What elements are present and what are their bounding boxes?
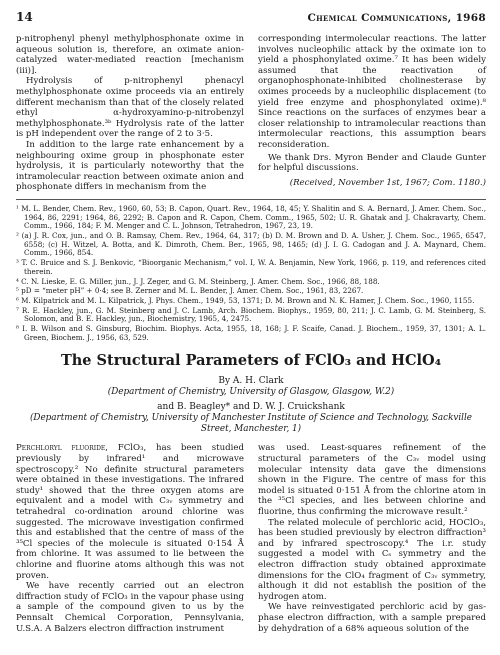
affiliation-2: (Department of Chemistry, University of Manchester Institute of Science and Technology, Sackville Street, Manchester, 1): [29, 413, 473, 435]
reference-item: ² (a) J. R. Cox, jun., and O. B. Ramsay, Chem. Rev., 1964, 64, 317; (b) D. M. Brown and D. A. Usher, J. Chem. Soc., 1965, 6547, 6558; (c) H. Witzel, A. Botta, and K. Dimroth, Chem. Ber., 1965, 98, 1465; (d) J. I. G. Cadogan and J. A. Maynard, Chem. Comm., 1966, 854.: [16, 231, 486, 258]
body-paragraph: The related molecule of perchloric acid, HOClO₃, has been studied previously by electron diffraction³ and by infrared spectroscopy.⁴ The i.r. study suggested a model with Cₛ symmetry and the electron diffraction study obtained approximate dimensions for the ClO₄ fragment of C₃ᵥ symmetry, although it did not establish the position of the hydrogen atom.: [258, 517, 486, 602]
reference-item: ⁴ C. N. Lieske, E. G. Miller, jun., J. J. Zeger, and G. M. Steinberg, J. Amer. Chem. Soc., 1966, 88, 188.: [16, 276, 380, 286]
reference-list: [16, 205, 486, 343]
body-paragraph: In addition to the large rate enhancement by a neighbouring oxime group in phosphonate ester hydrolysis, it is particularly noteworthy that the intramolecular reaction between oximate anion and phosphonate differs in mechanism from the: [16, 139, 244, 193]
reference-item: ⁵ pD = “meter pH” + 0·4; see B. Zerner and M. L. Bender, J. Amer. Chem. Soc., 1961, 83, 2267.: [16, 286, 364, 296]
article-title: The Structural Parameters of FClO₃ and HClO₄: [60, 352, 442, 370]
affiliation-1: (Department of Chemistry, University of Glasgow, Glasgow, W.2): [107, 387, 395, 398]
bottom-left-column: [16, 443, 244, 634]
lead-in: Perchloryl fluoride,: [16, 443, 109, 454]
top-right-column: [258, 34, 486, 193]
reference-item: ⁷ R. E. Hackley, jun., G. M. Steinberg and J. C. Lamb, Arch. Biochem. Biophys., 1959, 80, 211; J. C. Lamb, G. M. Steinberg, S. Solomon, and B. E. Hackley, jun., Biochemistry, 1965, 4, 2475.: [16, 305, 486, 324]
reference-item: ⁸ I. B. Wilson and S. Ginsburg, Biochim. Biophys. Acta, 1955, 18, 168; J. F. Scaife, Canad. J. Biochem., 1959, 37, 1301; A. L. Green, Biochem. J., 1956, 63, 529.: [16, 324, 486, 342]
paragraph-text: FClO₃, has been studied previously by infrared¹ and microwave spectroscopy.² No definite structural parameters were obtained in these investigations. The infrared study¹ showed that the three oxygen atoms are equivalent and a model with C₃ᵥ symmetry and tetrahedral co-ordination around chlorine was suggested. The microwave investigation confirmed this and established that the centre of mass of the ³⁵Cl species of the molecule is situated 0·154 Å from chlorine. It was assumed to lie between the chlorine and fluorine atoms although this was not proven.: [16, 443, 244, 581]
body-paragraph: was used. Least-squares refinement of the structural parameters of the C₃ᵥ model using molecular intensity data gave the dimensions shown in the Figure. The centre of mass for this model is situated 0·151 Å from the chlorine atom in the ³⁵Cl species, and lies between chlorine and fluorine, thus confirming the microwave result.²: [258, 443, 486, 518]
bottom-right-column: [258, 443, 486, 634]
author-line-2: and B. Beagley* and D. W. J. Cruickshank: [157, 402, 345, 413]
reference-item: ¹ M. L. Bender, Chem. Rev., 1960, 60, 53; B. Capon, Quart. Rev., 1964, 18, 45; Y. Shalitin and S. A. Bernard, J. Amer. Chem. Soc., 1964, 86, 2291; 1964, 86, 2292; B. Capon and R. Capon, Chem. Comm., 1965, 502; U. R. Ghatak and J. Chakravarty, Chem. Comm., 1966, 184; F. M. Menger and C. L. Johnson, Tetrahedron, 1967, 23, 19.: [16, 203, 486, 231]
body-paragraph: We have reinvestigated perchloric acid by gas-phase electron diffraction, with a sample prepared by dehydration of a 68% aqueous solution of the: [258, 602, 486, 634]
author-line-1: By A. H. Clark: [218, 376, 284, 387]
body-paragraph: We have recently carried out an electron diffraction study of FClO₃ in the vapour phase using a sample of the compound given to us by the Pennsalt Chemical Corporation, Pennsylvania, U.S.A. A Balzers electron diffraction instrument: [16, 581, 244, 634]
reference-item: ³ T. C. Bruice and S. J. Benkovic, “Bioorganic Mechanism,” vol. I, W. A. Benjamin, New York, 1966, p. 119, and references cited therein.: [16, 258, 486, 276]
page-number: 14: [16, 10, 33, 24]
bottom-columns: [16, 443, 486, 634]
body-paragraph: Hydrolysis of p-nitrophenyl phenacyl methylphosphonate oxime proceeds via an entirely different mechanism than that of the closely related ethyl α-hydroxyamino-p-nitrobenzyl methylphosphonate.³ᵇ Hydrolysis rate of the latter is pH independent over the range of 2 to 3·5.: [16, 76, 244, 140]
journal-page: [16, 10, 486, 634]
body-paragraph: [16, 443, 244, 581]
top-left-column: [16, 34, 244, 193]
body-paragraph: corresponding intermolecular reactions. The latter involves nucleophilic attack by the oximate ion to yield a phosphonylated oxime.⁷ It has been widely assumed that the reactivation of organophosphonate-inhibited cholinesterase by oximes proceeds by a nucleophilic displacement (to yield free enzyme and phosphonylated oxime).⁸ Since reactions on the surfaces of enzymes bear a closer relationship to intramolecular reactions than intermolecular reactions, this assumption bears reconsideration.: [258, 34, 486, 150]
top-columns: [16, 34, 486, 193]
body-paragraph: p-nitrophenyl phenyl methylphosphonate oxime in aqueous solution is, therefore, an oximate anion-catalyzed water-mediated reaction [mechanism (iii)].: [16, 34, 244, 76]
page-header: [16, 10, 486, 28]
journal-title: Chemical Communications, 1968: [307, 12, 486, 24]
acknowledgement: We thank Drs. Myron Bender and Claude Gunter for helpful discussions.: [258, 152, 486, 174]
reference-item: ⁶ M. Kilpatrick and M. L. Kilpatrick, J. Phys. Chem., 1949, 53, 1371; D. M. Brown and N. K. Hamer, J. Chem. Soc., 1960, 1155.: [16, 295, 475, 305]
divider: [16, 199, 486, 200]
received-date: (Received, November 1st, 1967; Com. 1180.): [289, 177, 486, 188]
